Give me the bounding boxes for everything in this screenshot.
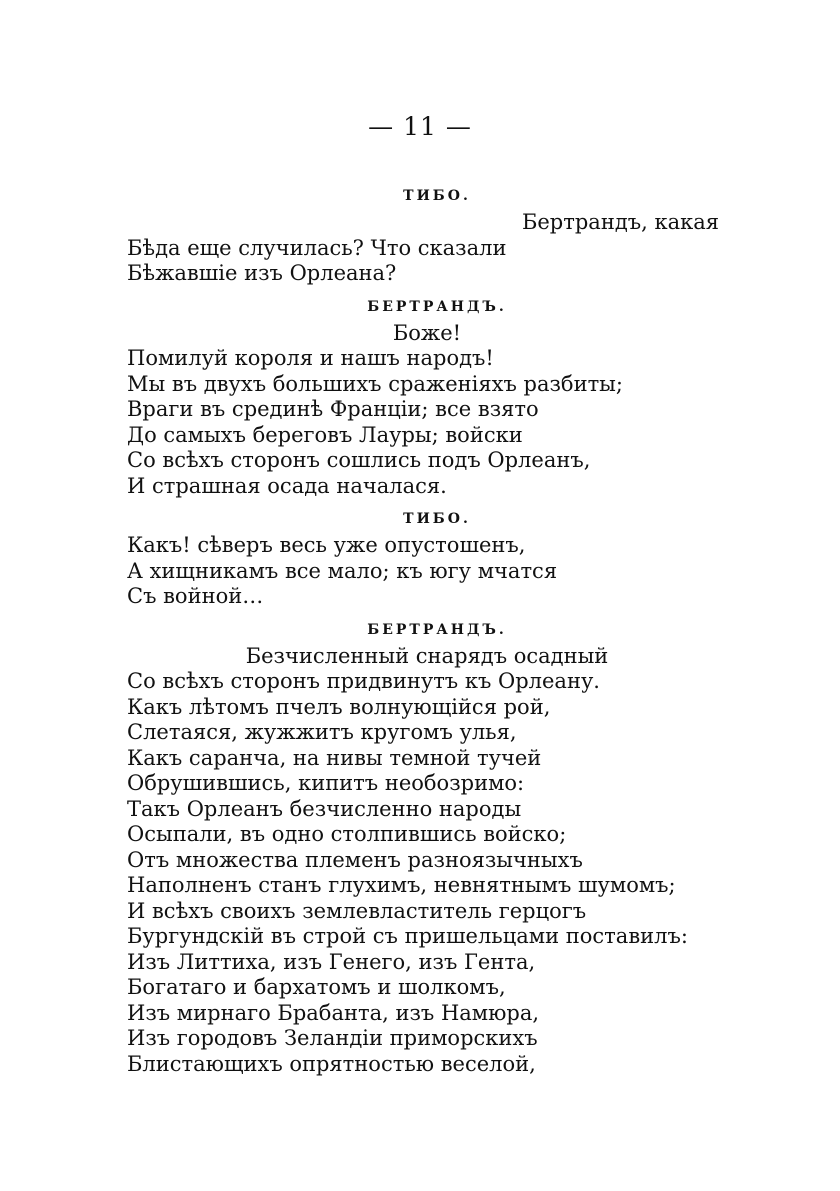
verse-line: Какъ лѣтомъ пчелъ волнующійся рой,: [127, 694, 551, 719]
verse-line: Слетаяся, жужжитъ кругомъ улья,: [127, 720, 517, 744]
verse-line: Какъ саранча, на нивы темной тучей: [127, 745, 542, 770]
speaker-name: ТИБО.: [403, 188, 471, 204]
verse-line: Со всѣхъ сторонъ придвинутъ къ Орлеану.: [127, 669, 600, 693]
verse-line: Наполненъ станъ глухимъ, невнятнымъ шумомъ;: [127, 873, 676, 897]
verse-line: До самыхъ береговъ Лауры; войски: [127, 422, 523, 447]
verse-line: Блистающихъ опрятностью веселой,: [127, 1051, 536, 1076]
verse-line: Мы въ двухъ большихъ сраженіяхъ разбиты;: [127, 371, 623, 396]
page-number: — 11 —: [368, 112, 472, 141]
verse-line: Боже!: [392, 320, 462, 345]
verse-line: Осыпали, въ одно столпившись войско;: [127, 822, 567, 846]
verse-line: Изъ мирнаго Брабанта, изъ Намюра,: [127, 1000, 540, 1025]
verse-line: Богатаго и бархатомъ и шолкомъ,: [127, 975, 506, 999]
verse-line: Бѣда еще случилась? Что сказали: [127, 235, 507, 260]
verse-line: Бертрандъ, какая: [521, 210, 719, 234]
verse-line: И всѣхъ своихъ землевластитель герцогъ: [127, 898, 587, 923]
verse-line: Изъ Литтиха, изъ Генего, изъ Гента,: [127, 949, 536, 974]
verse-line: Бургундскій въ строй съ пришельцами поставилъ:: [127, 924, 688, 948]
verse-line: Такъ Орлеанъ безчисленно народы: [127, 796, 522, 821]
verse-line: И страшная осада началася.: [127, 473, 447, 498]
verse-line: Обрушившись, кипитъ необозримо:: [127, 771, 525, 795]
verse-line: А хищникамъ все мало; къ югу мчатся: [127, 558, 558, 583]
verse-line: Какъ! сѣверъ весь уже опустошенъ,: [127, 533, 526, 557]
verse-line: Безчисленный снарядъ осадный: [245, 643, 609, 668]
dialogue-text: [127, 182, 747, 1077]
verse-line: Помилуй короля и нашъ народъ!: [127, 346, 494, 370]
verse-line: Бѣжавшіе изъ Орлеана?: [127, 261, 397, 285]
verse-line: Со всѣхъ сторонъ сошлись подъ Орлеанъ,: [127, 448, 591, 472]
verse-line: Изъ городовъ Зеландіи приморскихъ: [127, 1026, 538, 1050]
speaker-name: БЕРТРАНДЪ.: [367, 298, 507, 315]
speaker-name: БЕРТРАНДЪ.: [367, 621, 507, 638]
verse-line: Съ войной…: [127, 584, 264, 608]
verse-line: Враги въ срединѣ Франціи; все взято: [127, 397, 539, 421]
speaker-name: ТИБО.: [403, 511, 471, 527]
verse-line: Отъ множества племенъ разноязычныхъ: [127, 847, 583, 872]
